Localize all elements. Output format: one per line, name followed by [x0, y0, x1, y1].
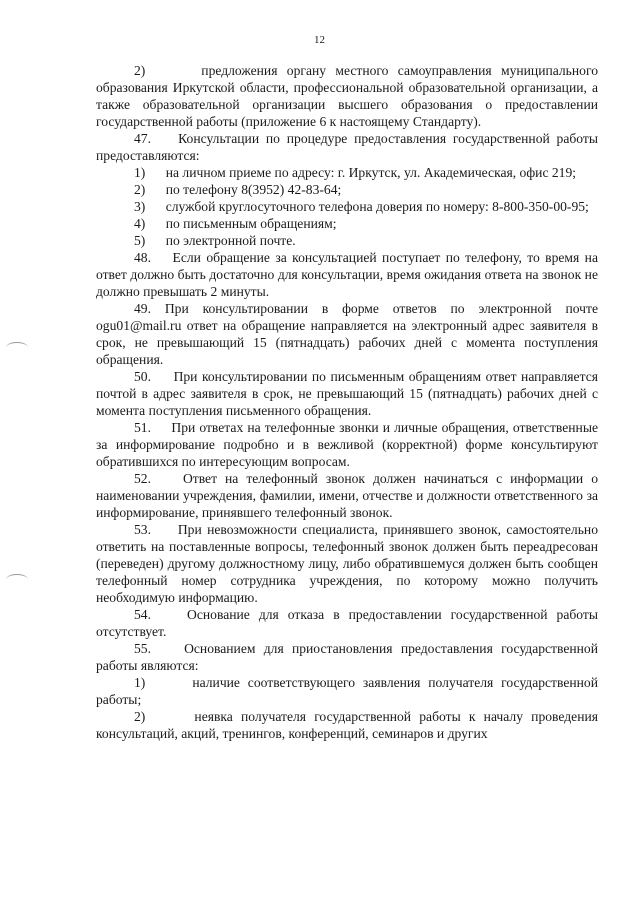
paragraph-item-4-written: 4) по письменным обращениям;: [134, 216, 337, 231]
paragraph-item-2-proposals: 2) предложения органу местного самоуправления муниципального образования Иркутской области, профессиональной образовательной организации, а также образовательной организации высшего образования о предоставлении государственной работы (приложение 6 к настоящему Стандарту).: [96, 63, 598, 129]
paragraph-51-calls-and-visits: 51. При ответах на телефонные звонки и личные обращения, ответственные за информирование подробно и в вежливой (корректной) форме консультируют обратившихся по интересующим вопросам.: [96, 420, 598, 469]
paragraph-item-1-application: 1) наличие соответствующего заявления получателя государственной работы;: [96, 675, 598, 707]
paragraph-54-refusal-grounds: 54. Основание для отказа в предоставлении государственной работы отсутствует.: [96, 607, 598, 639]
paragraph-48-phone-response: 48. Если обращение за консультацией поступает по телефону, то время на ответ должно быть достаточно для консультации, время ожидания ответа на звонок не должно превышать 2 минуты.: [96, 250, 598, 299]
paragraph-item-3-hotline: 3) службой круглосуточного телефона доверия по номеру: 8-800-350-00-95;: [134, 199, 589, 214]
page-number: 12: [314, 34, 325, 46]
margin-mark: [6, 574, 28, 585]
margin-mark: [6, 342, 28, 353]
paragraph-53-call-transfer: 53. При невозможности специалиста, принявшего звонок, самостоятельно ответить на поставленные вопросы, телефонный звонок должен быть переадресован (переведен) другому должностному лицу, либо обратившемуся должен быть сообщен телефонный номер сотрудника учреждения, по которому можно получить необходимую информацию.: [96, 522, 598, 605]
paragraph-item-2-absence: 2) неявка получателя государственной работы к началу проведения консультаций, акций, тренингов, конференций, семинаров и других: [96, 709, 598, 741]
paragraph-item-1-in-person: 1) на личном приеме по адресу: г. Иркутск, ул. Академическая, офис 219;: [134, 165, 577, 180]
paragraph-item-5-email: 5) по электронной почте.: [134, 233, 296, 248]
paragraph-49-email-response: 49. При консультировании в форме ответов по электронной почте ogu01@mail.ru ответ на обращение направляется на электронный адрес заявителя в срок, не превышающий 15 (пятнадцать) рабочих дней с момента поступления обращения.: [96, 301, 598, 367]
paragraph-52-call-greeting: 52. Ответ на телефонный звонок должен начинаться с информации о наименовании учреждения, фамилии, имени, отчестве и должности ответственного за информирование, принявшего телефонный звонок.: [96, 471, 598, 520]
paragraph-55-suspension-grounds: 55. Основанием для приостановления предоставления государственной работы являются:: [96, 641, 598, 673]
paragraph-item-2-phone: 2) по телефону 8(3952) 42-83-64;: [134, 182, 342, 197]
paragraph-50-written-response: 50. При консультировании по письменным обращениям ответ направляется почтой в адрес заявителя в срок, не превышающий 15 (пятнадцать) рабочих дней с момента поступления письменного обращения.: [96, 369, 598, 418]
document-body: [96, 62, 598, 742]
paragraph-47-consultations: 47. Консультации по процедуре предоставления государственной работы предоставляются:: [96, 131, 598, 163]
